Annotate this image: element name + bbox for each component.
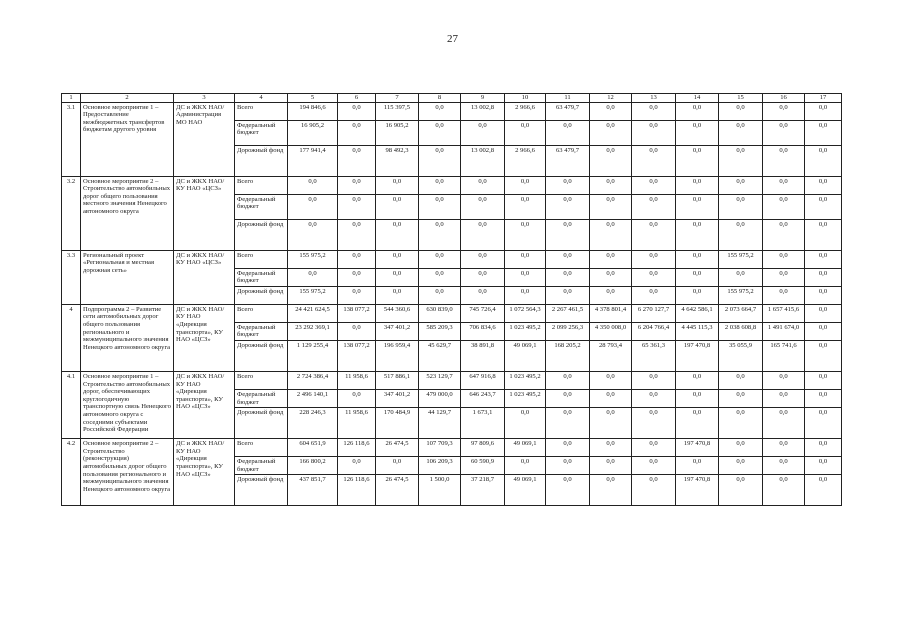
amount-cell: 0,0 xyxy=(676,219,719,250)
amount-cell: 0,0 xyxy=(546,250,590,268)
amount-cell: 0,0 xyxy=(632,194,676,219)
amount-cell: 0,0 xyxy=(632,286,676,304)
amount-cell: 0,0 xyxy=(288,194,338,219)
amount-cell: 0,0 xyxy=(419,120,461,145)
amount-cell: 0,0 xyxy=(632,371,676,389)
amount-cell: 0,0 xyxy=(461,286,505,304)
amount-cell: 0,0 xyxy=(546,389,590,407)
amount-cell: 585 209,3 xyxy=(419,322,461,340)
table-row xyxy=(62,102,842,120)
item-name: Основное мероприятие 2 – Строительство (реконструкция) автомобильных дорог общего пользования регионального и межмуниципального значения Ненецкого автономного округа xyxy=(81,439,174,506)
item-name: Основное мероприятие 2 – Строительство автомобильных дорог общего пользования местного значения Ненецкого автономного округа xyxy=(81,176,174,250)
amount-cell: 0,0 xyxy=(805,194,842,219)
amount-cell: 2 966,6 xyxy=(505,145,546,176)
amount-cell: 0,0 xyxy=(338,176,376,194)
amount-cell: 0,0 xyxy=(338,194,376,219)
amount-cell: 0,0 xyxy=(376,250,419,268)
column-number: 16 xyxy=(763,94,805,103)
amount-cell: 0,0 xyxy=(632,145,676,176)
amount-cell: 347 401,2 xyxy=(376,322,419,340)
amount-cell: 0,0 xyxy=(805,219,842,250)
amount-cell: 0,0 xyxy=(676,457,719,475)
amount-cell: 0,0 xyxy=(338,268,376,286)
amount-cell: 11 958,6 xyxy=(338,408,376,439)
amount-cell: 0,0 xyxy=(763,457,805,475)
amount-cell: 0,0 xyxy=(676,408,719,439)
amount-cell: 1 129 255,4 xyxy=(288,340,338,371)
amount-cell: 168 205,2 xyxy=(546,340,590,371)
amount-cell: 0,0 xyxy=(805,371,842,389)
amount-cell: 0,0 xyxy=(805,102,842,120)
amount-cell: 0,0 xyxy=(338,389,376,407)
funding-source: Дорожный фонд xyxy=(235,340,288,371)
amount-cell: 138 077,2 xyxy=(338,304,376,322)
amount-cell: 0,0 xyxy=(676,268,719,286)
amount-cell: 1 673,1 xyxy=(461,408,505,439)
item-index: 3.3 xyxy=(62,250,81,304)
amount-cell: 0,0 xyxy=(805,457,842,475)
column-number: 2 xyxy=(81,94,174,103)
amount-cell: 0,0 xyxy=(719,219,763,250)
amount-cell: 0,0 xyxy=(590,102,632,120)
amount-cell: 0,0 xyxy=(676,120,719,145)
funding-source: Федеральный бюджет xyxy=(235,457,288,475)
amount-cell: 0,0 xyxy=(632,475,676,506)
table-row xyxy=(62,304,842,322)
amount-cell: 646 243,7 xyxy=(461,389,505,407)
funding-source: Федеральный бюджет xyxy=(235,389,288,407)
funding-source: Федеральный бюджет xyxy=(235,120,288,145)
amount-cell: 0,0 xyxy=(546,457,590,475)
amount-cell: 16 905,2 xyxy=(288,120,338,145)
amount-cell: 0,0 xyxy=(590,268,632,286)
funding-source: Дорожный фонд xyxy=(235,286,288,304)
amount-cell: 0,0 xyxy=(632,439,676,457)
amount-cell: 0,0 xyxy=(805,286,842,304)
amount-cell: 1 023 495,2 xyxy=(505,322,546,340)
amount-cell: 0,0 xyxy=(505,408,546,439)
amount-cell: 0,0 xyxy=(590,194,632,219)
amount-cell: 45 629,7 xyxy=(419,340,461,371)
amount-cell: 0,0 xyxy=(505,176,546,194)
funding-source: Всего xyxy=(235,304,288,322)
amount-cell: 0,0 xyxy=(805,268,842,286)
amount-cell: 0,0 xyxy=(805,120,842,145)
item-index: 3.1 xyxy=(62,102,81,176)
amount-cell: 0,0 xyxy=(676,194,719,219)
amount-cell: 49 069,1 xyxy=(505,475,546,506)
column-number: 13 xyxy=(632,94,676,103)
amount-cell: 0,0 xyxy=(719,268,763,286)
amount-cell: 0,0 xyxy=(461,219,505,250)
item-name: Региональный проект «Региональная и местная дорожная сеть» xyxy=(81,250,174,304)
column-number: 4 xyxy=(235,94,288,103)
amount-cell: 0,0 xyxy=(419,194,461,219)
amount-cell: 60 590,9 xyxy=(461,457,505,475)
amount-cell: 0,0 xyxy=(590,250,632,268)
amount-cell: 4 642 586,1 xyxy=(676,304,719,322)
amount-cell: 194 846,6 xyxy=(288,102,338,120)
amount-cell: 0,0 xyxy=(590,120,632,145)
amount-cell: 2 073 664,7 xyxy=(719,304,763,322)
amount-cell: 0,0 xyxy=(763,102,805,120)
amount-cell: 196 959,4 xyxy=(376,340,419,371)
amount-cell: 0,0 xyxy=(632,120,676,145)
item-executor: ДС и ЖКХ НАО/ КУ НАО «Дирекция транспорта», КУ НАО «ЦСЗ» xyxy=(174,371,235,438)
amount-cell: 1 657 415,6 xyxy=(763,304,805,322)
amount-cell: 165 741,6 xyxy=(763,340,805,371)
header-row xyxy=(62,94,842,103)
amount-cell: 155 975,2 xyxy=(288,250,338,268)
amount-cell: 0,0 xyxy=(376,194,419,219)
item-index: 4 xyxy=(62,304,81,371)
amount-cell: 0,0 xyxy=(419,268,461,286)
item-name: Подпрограмма 2 – Развитие сети автомобильных дорог общего пользования регионального и межмуниципального значения Ненецкого автономного округа xyxy=(81,304,174,371)
amount-cell: 0,0 xyxy=(419,250,461,268)
amount-cell: 0,0 xyxy=(590,457,632,475)
amount-cell: 2 038 608,8 xyxy=(719,322,763,340)
amount-cell: 0,0 xyxy=(376,219,419,250)
amount-cell: 0,0 xyxy=(763,120,805,145)
amount-cell: 155 975,2 xyxy=(719,286,763,304)
amount-cell: 0,0 xyxy=(719,389,763,407)
amount-cell: 0,0 xyxy=(461,250,505,268)
amount-cell: 0,0 xyxy=(763,475,805,506)
amount-cell: 126 118,6 xyxy=(338,475,376,506)
column-number: 15 xyxy=(719,94,763,103)
amount-cell: 647 916,8 xyxy=(461,371,505,389)
column-number: 7 xyxy=(376,94,419,103)
amount-cell: 0,0 xyxy=(461,268,505,286)
amount-cell: 0,0 xyxy=(632,219,676,250)
amount-cell: 26 474,5 xyxy=(376,439,419,457)
amount-cell: 0,0 xyxy=(590,408,632,439)
amount-cell: 0,0 xyxy=(805,475,842,506)
amount-cell: 177 941,4 xyxy=(288,145,338,176)
item-executor: ДС и ЖКХ НАО/ КУ НАО «Дирекция транспорта», КУ НАО «ЦСЗ» xyxy=(174,304,235,371)
amount-cell: 0,0 xyxy=(719,408,763,439)
funding-source: Всего xyxy=(235,439,288,457)
amount-cell: 49 069,1 xyxy=(505,439,546,457)
amount-cell: 0,0 xyxy=(338,250,376,268)
amount-cell: 0,0 xyxy=(546,408,590,439)
column-number: 11 xyxy=(546,94,590,103)
amount-cell: 0,0 xyxy=(546,439,590,457)
amount-cell: 23 292 369,1 xyxy=(288,322,338,340)
amount-cell: 0,0 xyxy=(546,194,590,219)
column-number: 3 xyxy=(174,94,235,103)
amount-cell: 197 470,8 xyxy=(676,439,719,457)
amount-cell: 0,0 xyxy=(805,304,842,322)
funding-source: Федеральный бюджет xyxy=(235,194,288,219)
amount-cell: 0,0 xyxy=(763,268,805,286)
amount-cell: 1 500,0 xyxy=(419,475,461,506)
amount-cell: 2 724 386,4 xyxy=(288,371,338,389)
amount-cell: 0,0 xyxy=(763,176,805,194)
amount-cell: 35 055,9 xyxy=(719,340,763,371)
amount-cell: 197 470,8 xyxy=(676,475,719,506)
amount-cell: 0,0 xyxy=(546,371,590,389)
column-number: 1 xyxy=(62,94,81,103)
amount-cell: 37 218,7 xyxy=(461,475,505,506)
column-number: 17 xyxy=(805,94,842,103)
amount-cell: 0,0 xyxy=(719,457,763,475)
amount-cell: 630 839,0 xyxy=(419,304,461,322)
amount-cell: 0,0 xyxy=(632,408,676,439)
amount-cell: 2 496 140,1 xyxy=(288,389,338,407)
amount-cell: 0,0 xyxy=(590,176,632,194)
amount-cell: 1 023 495,2 xyxy=(505,389,546,407)
amount-cell: 0,0 xyxy=(546,176,590,194)
amount-cell: 138 077,2 xyxy=(338,340,376,371)
amount-cell: 0,0 xyxy=(590,389,632,407)
amount-cell: 11 958,6 xyxy=(338,371,376,389)
funding-source: Дорожный фонд xyxy=(235,219,288,250)
amount-cell: 13 002,8 xyxy=(461,145,505,176)
amount-cell: 0,0 xyxy=(719,439,763,457)
amount-cell: 0,0 xyxy=(632,389,676,407)
amount-cell: 4 350 008,0 xyxy=(590,322,632,340)
amount-cell: 706 834,6 xyxy=(461,322,505,340)
item-name: Основное мероприятие 1 – Предоставление межбюджетных трансфертов бюджетам другого уровня xyxy=(81,102,174,176)
funding-source: Всего xyxy=(235,176,288,194)
amount-cell: 0,0 xyxy=(338,219,376,250)
amount-cell: 0,0 xyxy=(419,219,461,250)
amount-cell: 0,0 xyxy=(676,145,719,176)
column-number: 5 xyxy=(288,94,338,103)
amount-cell: 0,0 xyxy=(505,194,546,219)
amount-cell: 0,0 xyxy=(590,145,632,176)
column-number: 12 xyxy=(590,94,632,103)
funding-source: Федеральный бюджет xyxy=(235,268,288,286)
amount-cell: 1 023 495,2 xyxy=(505,371,546,389)
amount-cell: 0,0 xyxy=(719,371,763,389)
amount-cell: 126 118,6 xyxy=(338,439,376,457)
amount-cell: 197 470,8 xyxy=(676,340,719,371)
amount-cell: 0,0 xyxy=(763,145,805,176)
amount-cell: 0,0 xyxy=(546,219,590,250)
amount-cell: 0,0 xyxy=(338,286,376,304)
amount-cell: 479 000,0 xyxy=(419,389,461,407)
amount-cell: 0,0 xyxy=(676,286,719,304)
amount-cell: 170 484,9 xyxy=(376,408,419,439)
amount-cell: 0,0 xyxy=(338,145,376,176)
amount-cell: 0,0 xyxy=(338,102,376,120)
amount-cell: 0,0 xyxy=(419,286,461,304)
amount-cell: 0,0 xyxy=(288,268,338,286)
table-body xyxy=(62,94,842,506)
amount-cell: 4 378 801,4 xyxy=(590,304,632,322)
amount-cell: 1 491 674,0 xyxy=(763,322,805,340)
amount-cell: 13 002,8 xyxy=(461,102,505,120)
amount-cell: 0,0 xyxy=(546,268,590,286)
amount-cell: 0,0 xyxy=(805,250,842,268)
amount-cell: 115 397,5 xyxy=(376,102,419,120)
page-number: 27 xyxy=(447,33,458,45)
amount-cell: 0,0 xyxy=(719,120,763,145)
amount-cell: 6 270 127,7 xyxy=(632,304,676,322)
amount-cell: 0,0 xyxy=(676,389,719,407)
amount-cell: 2 966,6 xyxy=(505,102,546,120)
amount-cell: 0,0 xyxy=(676,102,719,120)
amount-cell: 0,0 xyxy=(719,176,763,194)
amount-cell: 0,0 xyxy=(590,439,632,457)
amount-cell: 2 267 461,5 xyxy=(546,304,590,322)
amount-cell: 63 479,7 xyxy=(546,145,590,176)
amount-cell: 16 905,2 xyxy=(376,120,419,145)
amount-cell: 604 651,9 xyxy=(288,439,338,457)
amount-cell: 0,0 xyxy=(376,286,419,304)
amount-cell: 0,0 xyxy=(505,250,546,268)
amount-cell: 0,0 xyxy=(590,286,632,304)
amount-cell: 0,0 xyxy=(719,102,763,120)
amount-cell: 0,0 xyxy=(376,457,419,475)
amount-cell: 0,0 xyxy=(505,219,546,250)
column-number: 8 xyxy=(419,94,461,103)
amount-cell: 155 975,2 xyxy=(719,250,763,268)
funding-source: Дорожный фонд xyxy=(235,408,288,439)
amount-cell: 0,0 xyxy=(590,219,632,250)
amount-cell: 44 129,7 xyxy=(419,408,461,439)
amount-cell: 2 099 256,3 xyxy=(546,322,590,340)
amount-cell: 0,0 xyxy=(376,268,419,286)
amount-cell: 0,0 xyxy=(546,286,590,304)
budget-table xyxy=(61,93,842,506)
amount-cell: 0,0 xyxy=(719,475,763,506)
amount-cell: 26 474,5 xyxy=(376,475,419,506)
amount-cell: 28 793,4 xyxy=(590,340,632,371)
amount-cell: 24 421 624,5 xyxy=(288,304,338,322)
column-number: 6 xyxy=(338,94,376,103)
amount-cell: 65 361,3 xyxy=(632,340,676,371)
amount-cell: 0,0 xyxy=(505,457,546,475)
amount-cell: 0,0 xyxy=(763,371,805,389)
amount-cell: 49 069,1 xyxy=(505,340,546,371)
amount-cell: 0,0 xyxy=(376,176,419,194)
amount-cell: 0,0 xyxy=(763,286,805,304)
amount-cell: 228 246,3 xyxy=(288,408,338,439)
amount-cell: 0,0 xyxy=(805,176,842,194)
amount-cell: 0,0 xyxy=(338,457,376,475)
item-executor: ДС и ЖКХ НАО/ КУ НАО «Дирекция транспорта», КУ НАО «ЦСЗ» xyxy=(174,439,235,506)
amount-cell: 0,0 xyxy=(805,322,842,340)
amount-cell: 106 209,3 xyxy=(419,457,461,475)
amount-cell: 107 709,3 xyxy=(419,439,461,457)
amount-cell: 0,0 xyxy=(419,102,461,120)
amount-cell: 347 401,2 xyxy=(376,389,419,407)
amount-cell: 0,0 xyxy=(719,145,763,176)
amount-cell: 0,0 xyxy=(676,371,719,389)
amount-cell: 0,0 xyxy=(546,120,590,145)
amount-cell: 38 891,8 xyxy=(461,340,505,371)
amount-cell: 0,0 xyxy=(763,389,805,407)
amount-cell: 0,0 xyxy=(763,439,805,457)
table-row xyxy=(62,176,842,194)
amount-cell: 0,0 xyxy=(338,322,376,340)
amount-cell: 0,0 xyxy=(632,268,676,286)
column-number: 14 xyxy=(676,94,719,103)
funding-source: Всего xyxy=(235,250,288,268)
amount-cell: 0,0 xyxy=(805,408,842,439)
funding-source: Дорожный фонд xyxy=(235,475,288,506)
funding-source: Дорожный фонд xyxy=(235,145,288,176)
amount-cell: 0,0 xyxy=(288,176,338,194)
amount-cell: 523 129,7 xyxy=(419,371,461,389)
amount-cell: 0,0 xyxy=(632,102,676,120)
amount-cell: 4 445 115,3 xyxy=(676,322,719,340)
amount-cell: 0,0 xyxy=(505,120,546,145)
amount-cell: 517 886,1 xyxy=(376,371,419,389)
amount-cell: 0,0 xyxy=(805,145,842,176)
amount-cell: 745 726,4 xyxy=(461,304,505,322)
amount-cell: 0,0 xyxy=(419,145,461,176)
amount-cell: 0,0 xyxy=(546,475,590,506)
amount-cell: 1 072 564,3 xyxy=(505,304,546,322)
amount-cell: 0,0 xyxy=(805,439,842,457)
funding-source: Всего xyxy=(235,102,288,120)
item-index: 4.1 xyxy=(62,371,81,438)
amount-cell: 0,0 xyxy=(632,176,676,194)
item-index: 3.2 xyxy=(62,176,81,250)
amount-cell: 0,0 xyxy=(590,475,632,506)
amount-cell: 0,0 xyxy=(805,340,842,371)
amount-cell: 0,0 xyxy=(338,120,376,145)
table-row xyxy=(62,250,842,268)
amount-cell: 0,0 xyxy=(763,250,805,268)
amount-cell: 0,0 xyxy=(763,408,805,439)
amount-cell: 63 479,7 xyxy=(546,102,590,120)
amount-cell: 544 360,6 xyxy=(376,304,419,322)
amount-cell: 0,0 xyxy=(419,176,461,194)
amount-cell: 0,0 xyxy=(719,194,763,219)
amount-cell: 0,0 xyxy=(288,219,338,250)
item-executor: ДС и ЖКХ НАО/ КУ НАО «ЦСЗ» xyxy=(174,250,235,304)
amount-cell: 0,0 xyxy=(505,268,546,286)
amount-cell: 6 204 766,4 xyxy=(632,322,676,340)
amount-cell: 0,0 xyxy=(763,194,805,219)
amount-cell: 0,0 xyxy=(461,120,505,145)
amount-cell: 98 492,3 xyxy=(376,145,419,176)
amount-cell: 0,0 xyxy=(505,286,546,304)
amount-cell: 0,0 xyxy=(590,371,632,389)
amount-cell: 155 975,2 xyxy=(288,286,338,304)
amount-cell: 0,0 xyxy=(676,250,719,268)
item-name: Основное мероприятие 1 – Строительство автомобильных дорог, обеспечивающих круглогодичную транспортную связь Ненецкого автономного округа с соседними субъектами Российской Федерации xyxy=(81,371,174,438)
table-row xyxy=(62,439,842,457)
amount-cell: 97 809,6 xyxy=(461,439,505,457)
amount-cell: 0,0 xyxy=(763,219,805,250)
table-row xyxy=(62,371,842,389)
item-index: 4.2 xyxy=(62,439,81,506)
amount-cell: 0,0 xyxy=(632,457,676,475)
funding-source: Всего xyxy=(235,371,288,389)
amount-cell: 0,0 xyxy=(805,389,842,407)
item-executor: ДС и ЖКХ НАО/ Администрация МО НАО xyxy=(174,102,235,176)
column-number: 9 xyxy=(461,94,505,103)
amount-cell: 166 800,2 xyxy=(288,457,338,475)
amount-cell: 0,0 xyxy=(461,194,505,219)
amount-cell: 0,0 xyxy=(632,250,676,268)
amount-cell: 0,0 xyxy=(461,176,505,194)
funding-source: Федеральный бюджет xyxy=(235,322,288,340)
column-number: 10 xyxy=(505,94,546,103)
amount-cell: 437 851,7 xyxy=(288,475,338,506)
item-executor: ДС и ЖКХ НАО/ КУ НАО «ЦСЗ» xyxy=(174,176,235,250)
amount-cell: 0,0 xyxy=(676,176,719,194)
